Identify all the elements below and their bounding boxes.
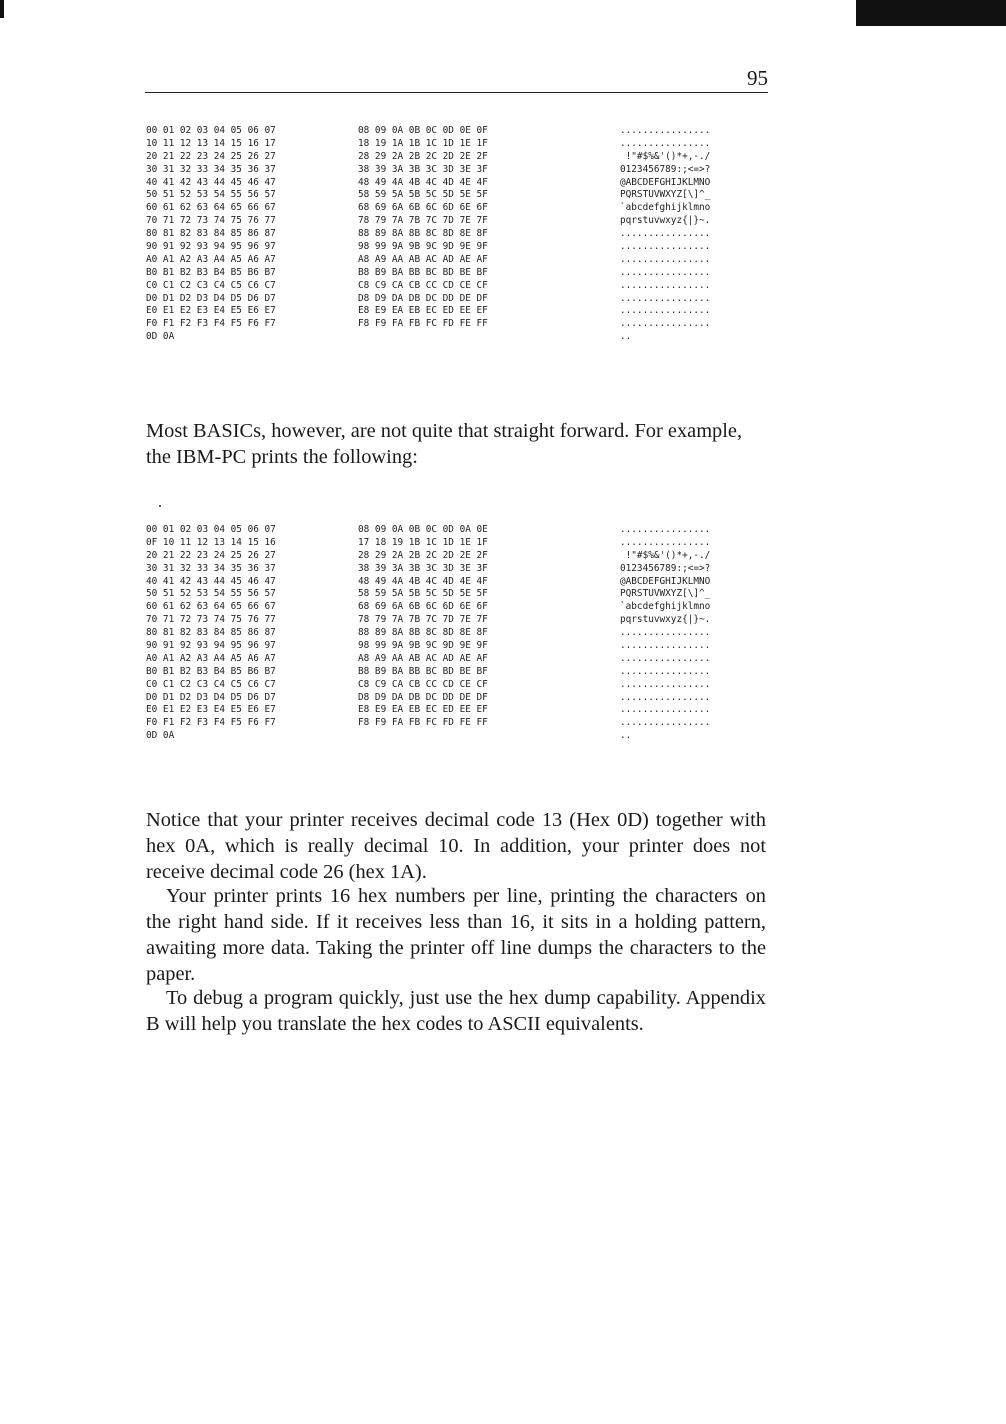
hex-bytes-right: 98 99 9A 9B 9C 9D 9E 9F bbox=[358, 640, 488, 652]
ascii-text: !"#$%&'()*+,-./ bbox=[620, 150, 711, 162]
hex-bytes-right: 78 79 7A 7B 7C 7D 7E 7F bbox=[358, 614, 488, 626]
hex-bytes-left: B0 B1 B2 B3 B4 B5 B6 B7 bbox=[146, 266, 276, 278]
hex-bytes-right: D8 D9 DA DB DC DD DE DF bbox=[358, 292, 488, 304]
hex-bytes-right: 78 79 7A 7B 7C 7D 7E 7F bbox=[358, 215, 488, 227]
hex-bytes-left: 30 31 32 33 34 35 36 37 bbox=[146, 562, 276, 574]
hex-bytes-right: B8 B9 BA BB BC BD BE BF bbox=[358, 266, 488, 278]
header-rule bbox=[145, 92, 768, 93]
ascii-text: 0123456789:;<=>? bbox=[620, 163, 711, 175]
ascii-text: ................ bbox=[620, 691, 711, 703]
hex-bytes-left: 60 61 62 63 64 65 66 67 bbox=[146, 601, 276, 613]
ascii-text: ................ bbox=[620, 266, 711, 278]
hex-bytes-left: 30 31 32 33 34 35 36 37 bbox=[146, 163, 276, 175]
hex-bytes-left: 20 21 22 23 24 25 26 27 bbox=[146, 150, 276, 162]
hex-bytes-left: E0 E1 E2 E3 E4 E5 E6 E7 bbox=[146, 305, 276, 317]
paragraph-notice: Notice that your printer receives decimal code 13 (Hex 0D) together with hex 0A, which is really decimal 10. In addition, your printer does not receive decimal code 26 (hex 1A). bbox=[146, 809, 766, 883]
ascii-text: @ABCDEFGHIJKLMNO bbox=[620, 176, 711, 188]
hex-bytes-left: F0 F1 F2 F3 F4 F5 F6 F7 bbox=[146, 717, 276, 729]
hex-bytes-right: 88 89 8A 8B 8C 8D 8E 8F bbox=[358, 627, 488, 639]
paragraph-print-behavior: Your printer prints 16 hex numbers per line, printing the characters on the right hand side. If it receives less than 16, it sits in a holding pattern, awaiting more data. Taking the printer off line dumps the characters to the paper. bbox=[146, 885, 766, 985]
ascii-text: !"#$%&'()*+,-./ bbox=[620, 549, 711, 561]
hex-bytes-left: A0 A1 A2 A3 A4 A5 A6 A7 bbox=[146, 652, 276, 664]
hex-bytes-left: 50 51 52 53 54 55 56 57 bbox=[146, 189, 276, 201]
hex-bytes-right: 38 39 3A 3B 3C 3D 3E 3F bbox=[358, 163, 488, 175]
ascii-text: ................ bbox=[620, 524, 711, 535]
ascii-text: ................ bbox=[620, 678, 711, 690]
ascii-text: .. bbox=[620, 331, 632, 343]
ascii-text: ................ bbox=[620, 652, 711, 664]
hex-bytes-right: 98 99 9A 9B 9C 9D 9E 9F bbox=[358, 241, 488, 253]
ascii-text: ................ bbox=[620, 228, 711, 240]
hex-bytes-left: 80 81 82 83 84 85 86 87 bbox=[146, 228, 276, 240]
hex-bytes-left: E0 E1 E2 E3 E4 E5 E6 E7 bbox=[146, 704, 276, 716]
hex-bytes-left: 0D 0A bbox=[146, 730, 175, 742]
hex-bytes-right: 08 09 0A 0B 0C 0D 0E 0F bbox=[358, 125, 488, 136]
hex-bytes-left: 20 21 22 23 24 25 26 27 bbox=[146, 549, 276, 561]
hex-bytes-left: 40 41 42 43 44 45 46 47 bbox=[146, 575, 276, 587]
hex-bytes-left: D0 D1 D2 D3 D4 D5 D6 D7 bbox=[146, 292, 276, 304]
hex-bytes-left: 10 11 12 13 14 15 16 17 bbox=[146, 137, 276, 149]
ascii-text: pqrstuvwxyz{|}~. bbox=[620, 614, 711, 626]
hex-bytes-right: 48 49 4A 4B 4C 4D 4E 4F bbox=[358, 176, 488, 188]
hex-bytes-left: 70 71 72 73 74 75 76 77 bbox=[146, 614, 276, 626]
hex-bytes-right: 58 59 5A 5B 5C 5D 5E 5F bbox=[358, 189, 488, 201]
paragraph-basics: Most BASICs, however, are not quite that straight forward. For example, the IBM-PC prints the following: bbox=[146, 420, 743, 468]
hex-bytes-right: 28 29 2A 2B 2C 2D 2E 2F bbox=[358, 549, 488, 561]
hex-bytes-right: A8 A9 AA AB AC AD AE AF bbox=[358, 652, 488, 664]
hex-bytes-right: 28 29 2A 2B 2C 2D 2E 2F bbox=[358, 150, 488, 162]
hex-bytes-left: 00 01 02 03 04 05 06 07 bbox=[146, 125, 276, 136]
ascii-text: @ABCDEFGHIJKLMNO bbox=[620, 575, 711, 587]
hex-bytes-right: C8 C9 CA CB CC CD CE CF bbox=[358, 279, 488, 291]
hex-bytes-left: D0 D1 D2 D3 D4 D5 D6 D7 bbox=[146, 691, 276, 703]
ascii-text: ................ bbox=[620, 318, 711, 330]
hex-bytes-right: E8 E9 EA EB EC ED EE EF bbox=[358, 704, 488, 716]
hex-bytes-left: C0 C1 C2 C3 C4 C5 C6 C7 bbox=[146, 678, 276, 690]
hex-bytes-right: F8 F9 FA FB FC FD FE FF bbox=[358, 318, 488, 330]
ascii-text: ................ bbox=[620, 253, 711, 265]
hex-bytes-right: 48 49 4A 4B 4C 4D 4E 4F bbox=[358, 575, 488, 587]
ascii-text: ................ bbox=[620, 305, 711, 317]
hex-bytes-right: 88 89 8A 8B 8C 8D 8E 8F bbox=[358, 228, 488, 240]
hex-bytes-right: E8 E9 EA EB EC ED EE EF bbox=[358, 305, 488, 317]
hex-bytes-left: 0D 0A bbox=[146, 331, 175, 343]
ascii-text: ................ bbox=[620, 292, 711, 304]
ascii-text: ................ bbox=[620, 717, 711, 729]
hex-bytes-left: 0F 10 11 12 13 14 15 16 bbox=[146, 536, 276, 548]
hex-bytes-left: 90 91 92 93 94 95 96 97 bbox=[146, 640, 276, 652]
hex-bytes-right: 68 69 6A 6B 6C 6D 6E 6F bbox=[358, 601, 488, 613]
hex-bytes-left: 40 41 42 43 44 45 46 47 bbox=[146, 176, 276, 188]
hex-bytes-left: 70 71 72 73 74 75 76 77 bbox=[146, 215, 276, 227]
hex-bytes-left: 00 01 02 03 04 05 06 07 bbox=[146, 524, 276, 535]
ascii-text: `abcdefghijklmno bbox=[620, 601, 711, 613]
hex-bytes-right: 38 39 3A 3B 3C 3D 3E 3F bbox=[358, 562, 488, 574]
scan-edge-mark bbox=[0, 0, 4, 18]
ascii-text: ................ bbox=[620, 279, 711, 291]
ascii-text: `abcdefghijklmno bbox=[620, 202, 711, 214]
hex-bytes-left: 50 51 52 53 54 55 56 57 bbox=[146, 588, 276, 600]
ascii-text: 0123456789:;<=>? bbox=[620, 562, 711, 574]
ascii-text: ................ bbox=[620, 536, 711, 548]
hex-bytes-left: 90 91 92 93 94 95 96 97 bbox=[146, 241, 276, 253]
ascii-text: ................ bbox=[620, 241, 711, 253]
hex-bytes-right: D8 D9 DA DB DC DD DE DF bbox=[358, 691, 488, 703]
page-number: 95 bbox=[747, 66, 768, 90]
ascii-text: ................ bbox=[620, 665, 711, 677]
hex-bytes-right: 08 09 0A 0B 0C 0D 0A 0E bbox=[358, 524, 488, 535]
ascii-text: pqrstuvwxyz{|}~. bbox=[620, 215, 711, 227]
ascii-text: ................ bbox=[620, 627, 711, 639]
hex-bytes-right: 18 19 1A 1B 1C 1D 1E 1F bbox=[358, 137, 488, 149]
hex-bytes-left: A0 A1 A2 A3 A4 A5 A6 A7 bbox=[146, 253, 276, 265]
hex-bytes-right: B8 B9 BA BB BC BD BE BF bbox=[358, 665, 488, 677]
hex-bytes-right: 68 69 6A 6B 6C 6D 6E 6F bbox=[358, 202, 488, 214]
ascii-text: PQRSTUVWXYZ[\]^_ bbox=[620, 588, 711, 600]
hex-bytes-left: 60 61 62 63 64 65 66 67 bbox=[146, 202, 276, 214]
ascii-text: ................ bbox=[620, 137, 711, 149]
hex-bytes-right: 17 18 19 1B 1C 1D 1E 1F bbox=[358, 536, 488, 548]
hex-bytes-right: 58 59 5A 5B 5C 5D 5E 5F bbox=[358, 588, 488, 600]
hex-bytes-left: 80 81 82 83 84 85 86 87 bbox=[146, 627, 276, 639]
page-tab-mark bbox=[856, 0, 1006, 26]
hex-bytes-right: F8 F9 FA FB FC FD FE FF bbox=[358, 717, 488, 729]
ascii-text: ................ bbox=[620, 125, 711, 136]
hex-bytes-right: A8 A9 AA AB AC AD AE AF bbox=[358, 253, 488, 265]
ascii-text: ................ bbox=[620, 640, 711, 652]
ascii-text: ................ bbox=[620, 704, 711, 716]
hex-bytes-left: C0 C1 C2 C3 C4 C5 C6 C7 bbox=[146, 279, 276, 291]
ascii-text: PQRSTUVWXYZ[\]^_ bbox=[620, 189, 711, 201]
hex-bytes-left: B0 B1 B2 B3 B4 B5 B6 B7 bbox=[146, 665, 276, 677]
scan-speck bbox=[159, 505, 161, 507]
paragraph-debug: To debug a program quickly, just use the hex dump capability. Appendix B will help you translate the hex codes to ASCII equivalents. bbox=[146, 987, 766, 1035]
ascii-text: .. bbox=[620, 730, 632, 742]
hex-bytes-left: F0 F1 F2 F3 F4 F5 F6 F7 bbox=[146, 318, 276, 330]
hex-bytes-right: C8 C9 CA CB CC CD CE CF bbox=[358, 678, 488, 690]
